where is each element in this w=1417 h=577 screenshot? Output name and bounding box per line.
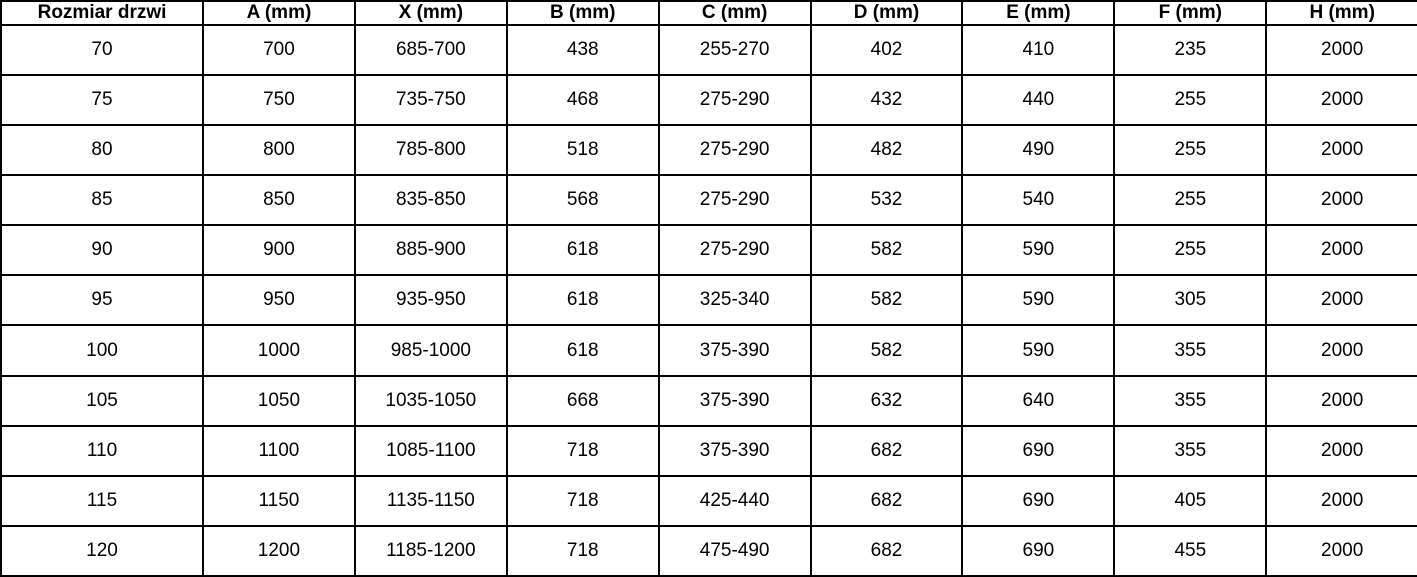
table-cell: 685-700: [355, 25, 507, 75]
table-cell: 275-290: [659, 75, 811, 125]
table-cell: 682: [811, 426, 963, 476]
column-header: D (mm): [811, 1, 963, 25]
table-cell: 2000: [1266, 175, 1417, 225]
table-cell: 275-290: [659, 125, 811, 175]
table-row: [1, 325, 1417, 375]
table-cell: 255-270: [659, 25, 811, 75]
table-row: [1, 426, 1417, 476]
table-cell: 255: [1114, 75, 1266, 125]
table-cell: 2000: [1266, 25, 1417, 75]
table-cell: 255: [1114, 225, 1266, 275]
table-row: [1, 25, 1417, 75]
table-cell: 690: [962, 426, 1114, 476]
table-cell: 1150: [203, 476, 355, 526]
table-cell: 1185-1200: [355, 526, 507, 576]
table-cell: 885-900: [355, 225, 507, 275]
table-cell: 2000: [1266, 526, 1417, 576]
table-row: [1, 125, 1417, 175]
table-body: [1, 25, 1417, 576]
table-cell: 90: [1, 225, 203, 275]
table-cell: 425-440: [659, 476, 811, 526]
table-cell: 682: [811, 476, 963, 526]
table-cell: 440: [962, 75, 1114, 125]
table-cell: 518: [507, 125, 659, 175]
table-cell: 2000: [1266, 75, 1417, 125]
table-header: [1, 1, 1417, 25]
table-cell: 432: [811, 75, 963, 125]
table-cell: 70: [1, 25, 203, 75]
table-cell: 582: [811, 325, 963, 375]
table-cell: 618: [507, 325, 659, 375]
table-cell: 590: [962, 225, 1114, 275]
header-row: [1, 1, 1417, 25]
table-cell: 255: [1114, 125, 1266, 175]
table-cell: 482: [811, 125, 963, 175]
table-cell: 305: [1114, 275, 1266, 325]
table-row: [1, 275, 1417, 325]
table-cell: 835-850: [355, 175, 507, 225]
table-cell: 402: [811, 25, 963, 75]
table-cell: 375-390: [659, 426, 811, 476]
table-cell: 105: [1, 376, 203, 426]
table-cell: 95: [1, 275, 203, 325]
table-cell: 255: [1114, 175, 1266, 225]
table-cell: 2000: [1266, 275, 1417, 325]
table-cell: 120: [1, 526, 203, 576]
table-cell: 375-390: [659, 376, 811, 426]
table-cell: 100: [1, 325, 203, 375]
table-cell: 410: [962, 25, 1114, 75]
column-header: X (mm): [355, 1, 507, 25]
table-cell: 532: [811, 175, 963, 225]
table-cell: 405: [1114, 476, 1266, 526]
table-cell: 355: [1114, 376, 1266, 426]
table-cell: 2000: [1266, 225, 1417, 275]
table-cell: 718: [507, 526, 659, 576]
table-cell: 632: [811, 376, 963, 426]
table-cell: 618: [507, 275, 659, 325]
table-cell: 850: [203, 175, 355, 225]
table-cell: 800: [203, 125, 355, 175]
column-header: A (mm): [203, 1, 355, 25]
table-cell: 438: [507, 25, 659, 75]
column-header: B (mm): [507, 1, 659, 25]
table-cell: 682: [811, 526, 963, 576]
table-cell: 1135-1150: [355, 476, 507, 526]
table-cell: 668: [507, 376, 659, 426]
table-cell: 935-950: [355, 275, 507, 325]
table-cell: 690: [962, 476, 1114, 526]
table-cell: 85: [1, 175, 203, 225]
table-cell: 490: [962, 125, 1114, 175]
table-cell: 582: [811, 225, 963, 275]
table-cell: 1000: [203, 325, 355, 375]
table-cell: 355: [1114, 325, 1266, 375]
table-cell: 900: [203, 225, 355, 275]
table-cell: 2000: [1266, 325, 1417, 375]
table-cell: 690: [962, 526, 1114, 576]
table-cell: 468: [507, 75, 659, 125]
table-cell: 568: [507, 175, 659, 225]
table-cell: 2000: [1266, 125, 1417, 175]
table-row: [1, 476, 1417, 526]
column-header: E (mm): [962, 1, 1114, 25]
table-cell: 718: [507, 426, 659, 476]
table-cell: 375-390: [659, 325, 811, 375]
table-cell: 1035-1050: [355, 376, 507, 426]
table-cell: 275-290: [659, 175, 811, 225]
table-cell: 950: [203, 275, 355, 325]
table-cell: 700: [203, 25, 355, 75]
table-row: [1, 376, 1417, 426]
table-cell: 1050: [203, 376, 355, 426]
table-row: [1, 175, 1417, 225]
column-header: C (mm): [659, 1, 811, 25]
table-cell: 115: [1, 476, 203, 526]
table-cell: 750: [203, 75, 355, 125]
column-header: F (mm): [1114, 1, 1266, 25]
table-cell: 1085-1100: [355, 426, 507, 476]
table-row: [1, 225, 1417, 275]
table-cell: 75: [1, 75, 203, 125]
table-cell: 1100: [203, 426, 355, 476]
table-cell: 640: [962, 376, 1114, 426]
table-cell: 355: [1114, 426, 1266, 476]
table-cell: 235: [1114, 25, 1266, 75]
column-header: H (mm): [1266, 1, 1417, 25]
table-cell: 590: [962, 275, 1114, 325]
table-cell: 2000: [1266, 426, 1417, 476]
table-cell: 618: [507, 225, 659, 275]
table-cell: 80: [1, 125, 203, 175]
table-cell: 455: [1114, 526, 1266, 576]
table-cell: 985-1000: [355, 325, 507, 375]
table-cell: 275-290: [659, 225, 811, 275]
column-header: Rozmiar drzwi: [1, 1, 203, 25]
table-cell: 475-490: [659, 526, 811, 576]
table-cell: 325-340: [659, 275, 811, 325]
table-cell: 540: [962, 175, 1114, 225]
table-cell: 590: [962, 325, 1114, 375]
table-cell: 1200: [203, 526, 355, 576]
table-cell: 582: [811, 275, 963, 325]
table-row: [1, 526, 1417, 576]
table-cell: 718: [507, 476, 659, 526]
table-cell: 110: [1, 426, 203, 476]
table-cell: 2000: [1266, 376, 1417, 426]
table-cell: 785-800: [355, 125, 507, 175]
table-row: [1, 75, 1417, 125]
table-cell: 2000: [1266, 476, 1417, 526]
table-cell: 735-750: [355, 75, 507, 125]
